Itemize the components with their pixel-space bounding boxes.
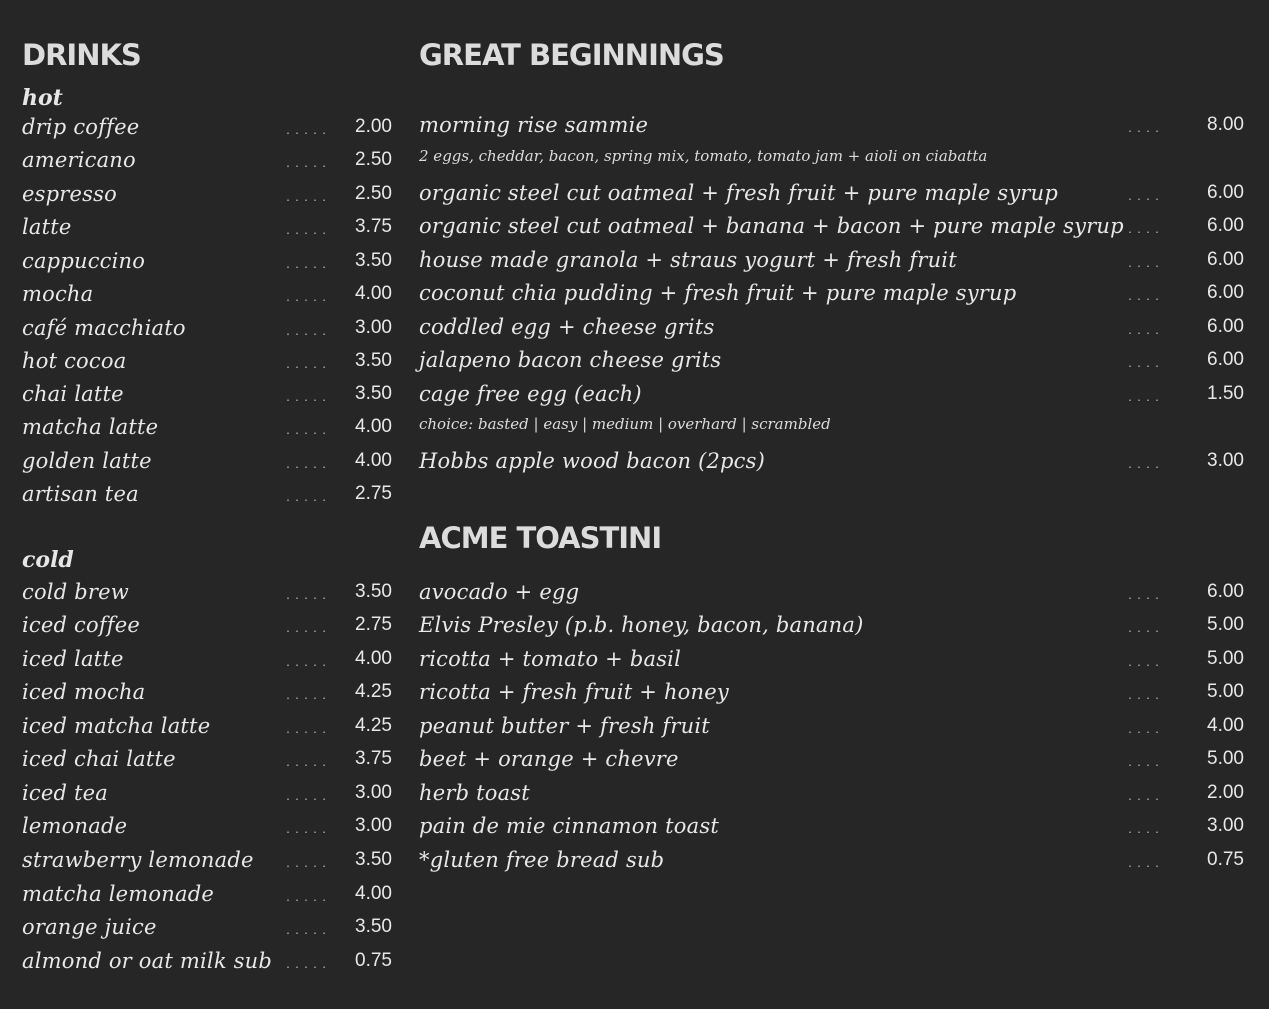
leader-dots: .... bbox=[1127, 460, 1164, 471]
item-price: 4.00 bbox=[1207, 715, 1244, 736]
item-description: 2 eggs, cheddar, bacon, spring mix, tomato, tomato jam + aioli on ciabatta bbox=[419, 147, 988, 165]
leader-dots: .... bbox=[1127, 124, 1164, 135]
menu-item bbox=[22, 780, 392, 808]
leader-dots: .... bbox=[1127, 259, 1164, 270]
item-price: 6.00 bbox=[1207, 581, 1244, 602]
item-price: 1.50 bbox=[1207, 383, 1244, 404]
drinks-title: DRINKS bbox=[22, 38, 141, 72]
item-price: 0.75 bbox=[1207, 849, 1244, 870]
item-name: matcha lemonade bbox=[22, 882, 214, 906]
menu-item bbox=[419, 713, 1244, 741]
leader-dots: ..... bbox=[285, 725, 331, 736]
item-price: 2.50 bbox=[355, 183, 392, 204]
leader-dots: .... bbox=[1127, 326, 1164, 337]
item-name: cappuccino bbox=[22, 249, 146, 273]
menu-item bbox=[22, 448, 392, 476]
item-name: Elvis Presley (p.b. honey, bacon, banana) bbox=[419, 613, 864, 637]
menu-item bbox=[419, 381, 1244, 409]
item-price: 5.00 bbox=[1207, 681, 1244, 702]
menu-item bbox=[22, 679, 392, 707]
item-price: 0.75 bbox=[355, 950, 392, 971]
menu-item bbox=[419, 780, 1244, 808]
item-name: cold brew bbox=[22, 580, 129, 604]
item-price: 3.50 bbox=[355, 383, 392, 404]
menu-item bbox=[419, 679, 1244, 707]
item-name: herb toast bbox=[419, 781, 530, 805]
item-price: 2.50 bbox=[355, 149, 392, 170]
leader-dots: ..... bbox=[285, 126, 331, 137]
leader-dots: .... bbox=[1127, 825, 1164, 836]
item-price: 4.25 bbox=[355, 681, 392, 702]
leader-dots: .... bbox=[1127, 225, 1164, 236]
item-price: 6.00 bbox=[1207, 316, 1244, 337]
menu-item bbox=[419, 612, 1244, 640]
egg-choice-options: choice: basted | easy | medium | overhard | scrambled bbox=[419, 415, 831, 433]
item-price: 2.00 bbox=[1207, 782, 1244, 803]
leader-dots: ..... bbox=[285, 159, 331, 170]
leader-dots: ..... bbox=[285, 426, 331, 437]
menu-item bbox=[22, 646, 392, 674]
menu-item bbox=[22, 579, 392, 607]
leader-dots: .... bbox=[1127, 393, 1164, 404]
leader-dots: ..... bbox=[285, 960, 331, 971]
menu-item bbox=[22, 214, 392, 242]
item-name: Hobbs apple wood bacon (2pcs) bbox=[419, 449, 765, 473]
item-name: iced chai latte bbox=[22, 747, 176, 771]
leader-dots: ..... bbox=[285, 624, 331, 635]
item-name: iced mocha bbox=[22, 680, 146, 704]
item-name: espresso bbox=[22, 182, 117, 206]
item-price: 3.50 bbox=[355, 250, 392, 271]
cold-subheading: cold bbox=[22, 547, 74, 573]
menu-item bbox=[419, 314, 1244, 342]
item-name: *gluten free bread sub bbox=[419, 848, 665, 872]
leader-dots: .... bbox=[1127, 691, 1164, 702]
leader-dots: ..... bbox=[285, 926, 331, 937]
item-price: 2.75 bbox=[355, 614, 392, 635]
leader-dots: ..... bbox=[285, 193, 331, 204]
menu-item bbox=[22, 414, 392, 442]
item-name: organic steel cut oatmeal + banana + bacon + pure maple syrup bbox=[419, 214, 1124, 238]
leader-dots: ..... bbox=[285, 360, 331, 371]
item-name: latte bbox=[22, 215, 72, 239]
menu-item bbox=[419, 180, 1244, 208]
menu-item bbox=[419, 213, 1244, 241]
item-name: orange juice bbox=[22, 915, 157, 939]
leader-dots: ..... bbox=[285, 658, 331, 669]
item-name: cage free egg (each) bbox=[419, 382, 642, 406]
leader-dots: ..... bbox=[285, 393, 331, 404]
item-price: 5.00 bbox=[1207, 614, 1244, 635]
item-name: chai latte bbox=[22, 382, 124, 406]
menu-item bbox=[22, 147, 392, 175]
item-price: 2.00 bbox=[355, 116, 392, 137]
item-price: 3.50 bbox=[355, 916, 392, 937]
item-name: beet + orange + chevre bbox=[419, 747, 679, 771]
item-price: 6.00 bbox=[1207, 249, 1244, 270]
item-name: peanut butter + fresh fruit bbox=[419, 714, 710, 738]
leader-dots: ..... bbox=[285, 260, 331, 271]
item-price: 3.50 bbox=[355, 849, 392, 870]
menu-item bbox=[22, 713, 392, 741]
item-price: 3.75 bbox=[355, 748, 392, 769]
leader-dots: .... bbox=[1127, 292, 1164, 303]
item-name: coconut chia pudding + fresh fruit + pure maple syrup bbox=[419, 281, 1017, 305]
leader-dots: .... bbox=[1127, 192, 1164, 203]
item-price: 4.00 bbox=[355, 416, 392, 437]
menu-item bbox=[22, 381, 392, 409]
item-price: 3.50 bbox=[355, 581, 392, 602]
item-price: 4.00 bbox=[355, 883, 392, 904]
menu-item bbox=[22, 281, 392, 309]
item-name: morning rise sammie bbox=[419, 113, 649, 137]
item-price: 6.00 bbox=[1207, 349, 1244, 370]
menu-item bbox=[419, 448, 1244, 476]
item-price: 6.00 bbox=[1207, 282, 1244, 303]
item-name: strawberry lemonade bbox=[22, 848, 254, 872]
item-price: 3.50 bbox=[355, 350, 392, 371]
item-name: mocha bbox=[22, 282, 94, 306]
item-price: 4.25 bbox=[355, 715, 392, 736]
leader-dots: .... bbox=[1127, 859, 1164, 870]
leader-dots: ..... bbox=[285, 893, 331, 904]
acme-toastini-title: ACME TOASTINI bbox=[419, 521, 662, 555]
menu-item bbox=[419, 746, 1244, 774]
menu-item bbox=[419, 813, 1244, 841]
menu-item bbox=[22, 813, 392, 841]
item-name: organic steel cut oatmeal + fresh fruit + pure maple syrup bbox=[419, 181, 1059, 205]
item-name: drip coffee bbox=[22, 115, 140, 139]
menu-item bbox=[22, 481, 392, 509]
menu-item bbox=[22, 181, 392, 209]
item-price: 5.00 bbox=[1207, 648, 1244, 669]
menu-item bbox=[419, 347, 1244, 375]
leader-dots: ..... bbox=[285, 859, 331, 870]
item-name: almond or oat milk sub bbox=[22, 949, 272, 973]
menu-item bbox=[22, 948, 392, 976]
leader-dots: ..... bbox=[285, 226, 331, 237]
menu-item bbox=[22, 881, 392, 909]
item-price: 8.00 bbox=[1207, 114, 1244, 135]
item-name: iced matcha latte bbox=[22, 714, 211, 738]
item-name: hot cocoa bbox=[22, 349, 127, 373]
leader-dots: ..... bbox=[285, 591, 331, 602]
item-name: iced latte bbox=[22, 647, 124, 671]
menu-item bbox=[22, 315, 392, 343]
leader-dots: ..... bbox=[285, 792, 331, 803]
menu-item bbox=[22, 746, 392, 774]
leader-dots: .... bbox=[1127, 792, 1164, 803]
leader-dots: ..... bbox=[285, 327, 331, 338]
item-name: house made granola + straus yogurt + fresh fruit bbox=[419, 248, 957, 272]
item-price: 4.00 bbox=[355, 648, 392, 669]
item-name: americano bbox=[22, 148, 136, 172]
item-price: 6.00 bbox=[1207, 182, 1244, 203]
leader-dots: ..... bbox=[285, 460, 331, 471]
menu-item bbox=[22, 114, 392, 142]
leader-dots: .... bbox=[1127, 359, 1164, 370]
item-name: artisan tea bbox=[22, 482, 139, 506]
menu-item bbox=[22, 847, 392, 875]
item-price: 2.75 bbox=[355, 483, 392, 504]
menu-item bbox=[419, 112, 1244, 140]
item-name: avocado + egg bbox=[419, 580, 580, 604]
leader-dots: .... bbox=[1127, 624, 1164, 635]
item-price: 6.00 bbox=[1207, 215, 1244, 236]
item-name: coddled egg + cheese grits bbox=[419, 315, 715, 339]
hot-subheading: hot bbox=[22, 85, 63, 111]
leader-dots: .... bbox=[1127, 725, 1164, 736]
item-name: golden latte bbox=[22, 449, 152, 473]
leader-dots: .... bbox=[1127, 658, 1164, 669]
leader-dots: ..... bbox=[285, 493, 331, 504]
item-name: lemonade bbox=[22, 814, 128, 838]
leader-dots: .... bbox=[1127, 591, 1164, 602]
leader-dots: .... bbox=[1127, 758, 1164, 769]
leader-dots: ..... bbox=[285, 293, 331, 304]
item-price: 3.00 bbox=[355, 317, 392, 338]
item-name: matcha latte bbox=[22, 415, 159, 439]
leader-dots: ..... bbox=[285, 825, 331, 836]
item-name: ricotta + tomato + basil bbox=[419, 647, 682, 671]
item-name: ricotta + fresh fruit + honey bbox=[419, 680, 729, 704]
item-price: 4.00 bbox=[355, 450, 392, 471]
item-price: 3.00 bbox=[1207, 815, 1244, 836]
item-price: 3.00 bbox=[1207, 450, 1244, 471]
menu-item bbox=[22, 248, 392, 276]
item-name: iced tea bbox=[22, 781, 109, 805]
item-name: pain de mie cinnamon toast bbox=[419, 814, 719, 838]
item-price: 4.00 bbox=[355, 283, 392, 304]
menu-item bbox=[419, 280, 1244, 308]
item-name: jalapeno bacon cheese grits bbox=[419, 348, 722, 372]
menu-item bbox=[22, 348, 392, 376]
great-beginnings-title: GREAT BEGINNINGS bbox=[419, 38, 724, 72]
item-price: 3.75 bbox=[355, 216, 392, 237]
leader-dots: ..... bbox=[285, 691, 331, 702]
menu-item bbox=[419, 579, 1244, 607]
item-price: 3.00 bbox=[355, 782, 392, 803]
menu-item bbox=[419, 646, 1244, 674]
item-name: iced coffee bbox=[22, 613, 141, 637]
leader-dots: ..... bbox=[285, 758, 331, 769]
item-price: 5.00 bbox=[1207, 748, 1244, 769]
item-name: café macchiato bbox=[22, 316, 186, 340]
menu-item bbox=[22, 612, 392, 640]
menu-item bbox=[22, 914, 392, 942]
item-price: 3.00 bbox=[355, 815, 392, 836]
menu-item bbox=[419, 847, 1244, 875]
menu-item bbox=[419, 247, 1244, 275]
